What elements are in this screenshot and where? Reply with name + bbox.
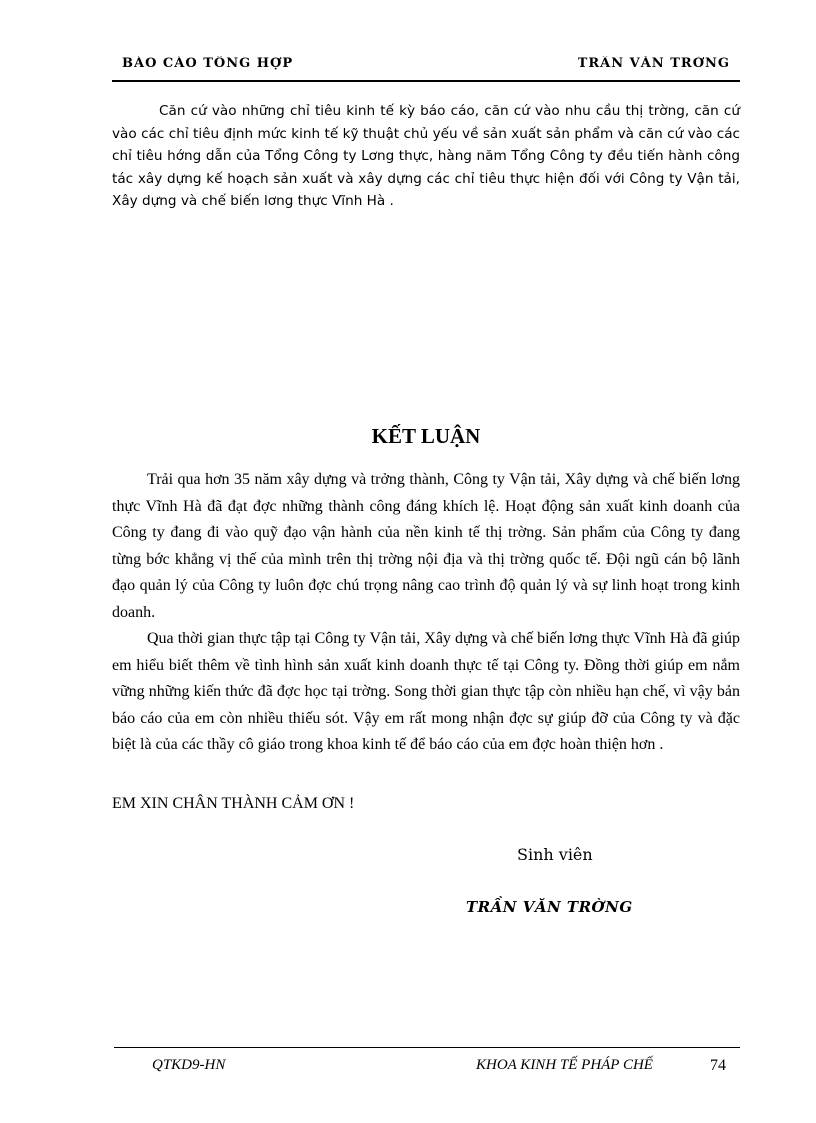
footer-faculty: KHOA KINH TẾ PHÁP CHẾ [476, 1057, 653, 1073]
header-report-title: BÁO CÁO TỔNG HỢP [122, 56, 294, 71]
signature-name: TRẦN VĂN TRỜNG [466, 898, 633, 916]
closing-thanks: EM XIN CHÂN THÀNH CẢM ƠN ! [112, 795, 355, 812]
page-number: 74 [710, 1057, 726, 1074]
header-author-name: TRẦN VĂN TRỜNG [577, 56, 730, 71]
footer-divider [114, 1047, 740, 1048]
signer-role: Sinh viên [517, 845, 593, 864]
page-header [112, 50, 740, 82]
conclusion-title: KẾT LUẬN [371, 424, 481, 448]
conclusion-paragraph-1: Trải qua hơn 35 năm xây dựng và trởng thành, Công ty Vận tải, Xây dựng và chế biến lơng thực Vĩnh Hà đã đạt đợc những thành công đáng khích lệ. Hoạt động sản xuất kinh doanh của Công ty đang đi vào quỹ đạo vận hành của nền kinh tế thị trờng. Sản phẩm của Công ty đang từng bớc khẳng vị thế của mình trên thị trờng nội địa và thị trờng quốc tế. Đội ngũ cán bộ lãnh đạo quản lý của Công ty luôn đợc chú trọng nâng cao trình độ quản lý và sự linh hoạt trong kinh doanh. [112, 471, 740, 621]
footer-class-code: QTKD9-HN [152, 1057, 226, 1073]
intro-paragraph: Căn cứ vào những chỉ tiêu kinh tế kỳ báo cáo, căn cứ vào nhu cầu thị trờng, căn cứ vào các chỉ tiêu định mức kinh tế kỹ thuật chủ yếu về sản xuất sản phẩm và căn cứ vào các chỉ tiêu hớng dẫn của Tổng Công ty Lơng thực, hàng năm Tổng Công ty đều tiến hành công tác xây dựng kế hoạch sản xuất và xây dựng các chỉ tiêu thực hiện đối với Công ty Vận tải, Xây dựng và chế biến lơng thực Vĩnh Hà . [112, 103, 740, 209]
conclusion-paragraph-2: Qua thời gian thực tập tại Công ty Vận tải, Xây dựng và chế biến lơng thực Vĩnh Hà đã giúp em hiểu biết thêm về tình hình sản xuất kinh doanh thực tế tại Công ty. Đồng thời giúp em nắm vững những kiến thức đã đợc học tại trờng. Song thời gian thực tập còn nhiều hạn chế, vì vậy bản báo cáo của em còn nhiều thiếu sót. Vậy em rất mong nhận đợc sự giúp đỡ của Công ty và đặc biệt là của các thầy cô giáo trong khoa kinh tế để báo cáo của em đợc hoàn thiện hơn . [112, 630, 740, 753]
